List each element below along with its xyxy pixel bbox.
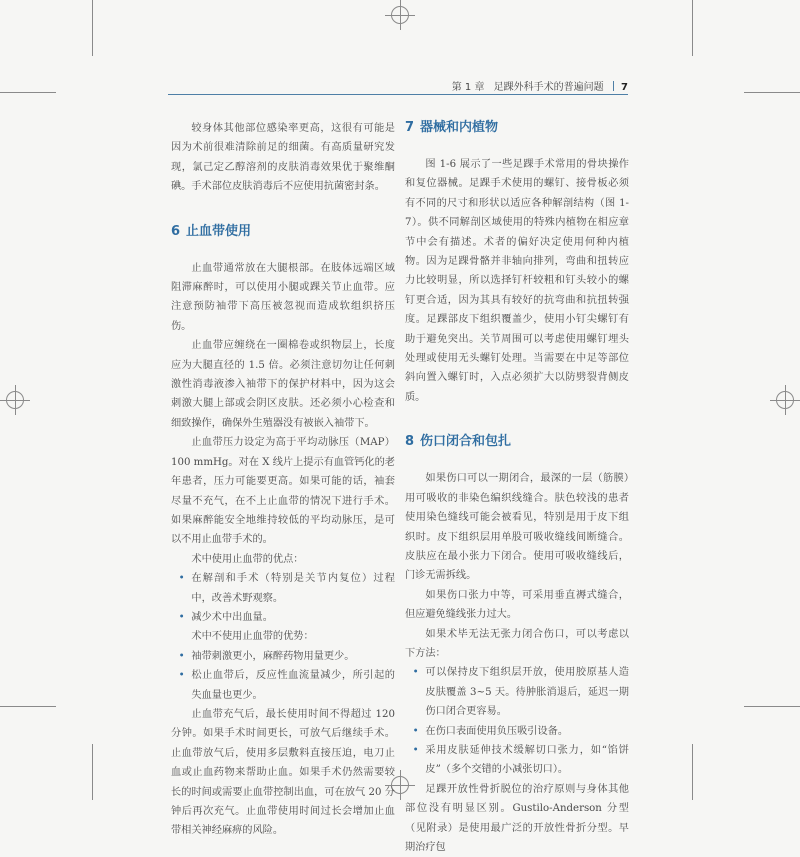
crop-mark	[744, 706, 800, 707]
paragraph: 图 1-6 展示了一些足踝手术常用的骨块操作和复位器械。足踝手术使用的螺钉、接骨板必须有不同的尺寸和形状以适应各种解剖结构（图 1-7）。供不同解剖区域使用的特殊内植物在相应章节中会有描述。术者的偏好决定使用何种内植物。因为足踝骨骼并非轴向排列，弯曲和扭转应力比较明显，所以选择钉杆较粗和钉头较小的螺钉更合适，因为其具有较好的抗弯曲和抗扭转强度。足踝部皮下组织覆盖少，使用小钉尖螺钉有助于避免突出。关节周围可以考虑使用螺钉埋头处理或使用无头螺钉处理。当需要在中足等部位斜向置入螺钉时，入点必须扩大以防劈裂背侧皮质。	[405, 159, 629, 403]
paragraph: 较身体其他部位感染率更高，这很有可能是因为术前很难清除前足的细菌。有高质量研究发现，氯己定乙醇溶剂的皮肤消毒效果优于聚维酮碘。手术部位皮肤消毒后不应使用抗菌密封条。	[171, 123, 395, 193]
crop-mark	[92, 744, 93, 800]
paragraph: 止血带压力设定为高于平均动脉压（MAP）100 mmHg。对在 X 线片上提示有血管钙化的老年患者，压力可能要更高。如果可能的话，袖套尽量不充气，在不上止血带的情况下进行手术。如果麻醉能安全地维持较低的平均动脉压，是可以不用止血带手术的。	[171, 437, 395, 546]
list-title: 术中使用止血带的优点：	[191, 553, 304, 565]
list-item: • 在伤口表面使用负压吸引设备。	[405, 722, 629, 741]
page-number: 7	[621, 82, 628, 93]
chapter-title: 足踝外科手术的普遍问题	[493, 82, 604, 93]
crop-mark	[92, 0, 93, 56]
paragraph: 如果伤口张力中等，可采用垂直褥式缝合，但应避免缝线张力过大。	[405, 589, 629, 621]
list-item: • 减少术中出血量。	[171, 608, 395, 627]
header-divider	[613, 81, 614, 91]
list-item: • 松止血带后，反应性血流量减少，所引起的失血量也更少。	[171, 666, 395, 705]
list-item: • 袖带刺激更小，麻醉药物用量更少。	[171, 647, 395, 666]
paragraph: 如果伤口可以一期闭合，最深的一层（筋膜）用可吸收的非染色编织线缝合。肤色较浅的患者使用染色缝线可能会被看见，特别是用于皮下组织时。皮下组织层用单股可吸收缝线间断缝合。皮肤应在最小张力下闭合。使用可吸收缝线后，门诊无需拆线。	[405, 473, 629, 582]
paragraph: 止血带通常放在大腿根部。在肢体远端区域阻滞麻醉时，可以使用小腿或踝关节止血带。应注意预防袖带下高压被忽视而造成软组织挤压伤。	[171, 262, 395, 332]
left-column	[171, 119, 395, 841]
crop-mark	[692, 744, 693, 800]
paragraph: 如果术毕无法无张力闭合伤口，可以考虑以下方法：	[405, 628, 629, 659]
running-header	[168, 78, 628, 95]
list-item: • 采用皮肤延伸技术缓解切口张力，如“馅饼皮”（多个交错的小减张切口）。	[405, 741, 629, 780]
registration-mark-top	[391, 6, 409, 24]
crop-mark	[0, 706, 56, 707]
section-heading-6: 6 止血带使用	[171, 223, 252, 239]
registration-mark-right	[776, 391, 794, 409]
crop-mark	[692, 0, 693, 56]
crop-mark	[744, 92, 800, 93]
list-item: • 可以保持皮下组织层开放，使用胶原基人造皮肤覆盖 3~5 天。待肿胀消退后，延迟一期伤口闭合更容易。	[405, 663, 629, 721]
paragraph: 足踝开放性骨折脱位的治疗原则与身体其他部位没有明显区别。Gustilo-Anderson 分型（见附录）是使用最广泛的开放性骨折分型。早期治疗包	[405, 783, 629, 853]
crop-mark	[0, 92, 56, 93]
paragraph: 止血带应缠绕在一圈棉卷或织物层上，长度应为大腿直径的 1.5 倍。必须注意切勿让任何刺激性消毒液渗入袖带下的保护材料中，因为这会刺激大腿上部或会阴区皮肤。还必须小心检查和细致操作，确保外生殖器没有被嵌入袖带下。	[171, 340, 395, 429]
registration-mark-left	[6, 391, 24, 409]
list-item: • 在解剖和手术（特别是关节内复位）过程中，改善术野观察。	[171, 569, 395, 608]
right-column	[405, 119, 629, 857]
section-heading-7: 7 器械和内植物	[405, 120, 499, 135]
list-title: 术中不使用止血带的优势：	[191, 631, 314, 643]
paragraph: 止血带充气后，最长使用时间不得超过 120 分钟。如果手术时间更长，可放气后继续手术。止血带放气后，使用多层敷料直接压迫，电刀止血或止血药物来帮助止血。如果手术仍然需要较长的时间或需要止血带控制出血，可在放气 20 分钟后再次充气。止血带使用时间过长会增加止血带相关神经麻痹的风险。	[171, 708, 395, 837]
section-heading-8: 8 伤口闭合和包扎	[405, 434, 512, 450]
chapter-label: 第 1 章	[451, 82, 485, 93]
